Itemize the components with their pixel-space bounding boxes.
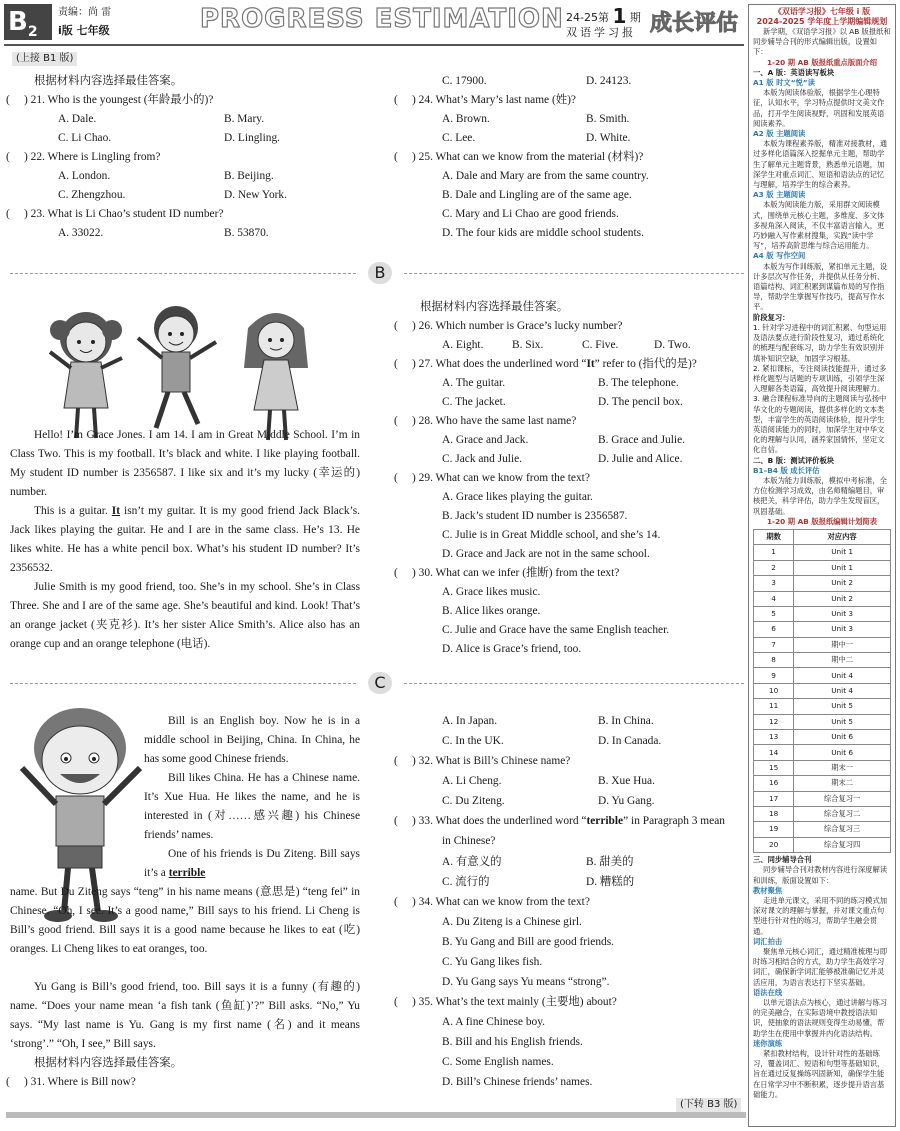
header-rule — [4, 44, 744, 46]
option: D. 糟糕的 — [586, 876, 635, 888]
question-35: ( ) 35. What’s the text mainly (主要地) about? — [394, 996, 617, 1008]
option: D. Lingling. — [224, 132, 281, 144]
issue-number-cell: 7 — [754, 637, 794, 652]
content-cell: Unit 3 — [794, 622, 891, 637]
option: B. Jack’s student ID number is 2356587. — [442, 510, 628, 522]
issue-number-cell: 16 — [754, 776, 794, 791]
issue-number-cell: 14 — [754, 745, 794, 760]
question-30: ( ) 30. What can we infer (推断) from the text? — [394, 567, 620, 579]
editor-credit: 责编：尚 雷 — [58, 7, 112, 18]
growth-title: 成长评估 — [650, 11, 739, 36]
option: B. Alice likes orange. — [442, 605, 541, 617]
option: A. A fine Chinese boy. — [442, 1016, 546, 1028]
issue-number-cell: 2 — [754, 560, 794, 575]
option: A. Li Cheng. — [442, 775, 502, 787]
table-row — [754, 668, 891, 683]
question-32: ( ) 32. What is Bill’s Chinese name? — [394, 755, 571, 767]
issue-number-cell: 15 — [754, 760, 794, 775]
issue-number-cell: 3 — [754, 576, 794, 591]
sidebar-subheading: B1–B4 版 成长评估 — [753, 465, 820, 475]
option: C. Du Ziteng. — [442, 795, 505, 807]
option: A. Dale. — [58, 113, 97, 125]
content-cell: Unit 4 — [794, 683, 891, 698]
content-cell: Unit 1 — [794, 545, 891, 560]
question-26: ( ) 26. Which number is Grace’s lucky number? — [394, 320, 623, 332]
sidebar-intro: 新学期，《双语学习报》以 AB 版报纸和同步辅导合刊的形式编辑出版，设置如下： — [753, 27, 891, 57]
table-row — [754, 791, 891, 806]
option: D. Two. — [654, 339, 691, 351]
table-header-row — [754, 529, 891, 544]
passage-c-para-1: Bill is an English boy. Now he is in a middle school in Beijing, China. In China, he has some good Chinese friends. — [144, 715, 360, 765]
question-23: ( ) 23. What is Li Chao’s student ID number? — [6, 208, 224, 220]
option: A. 有意义的 — [442, 856, 502, 868]
question-29: ( ) 29. What can we know from the text? — [394, 472, 590, 484]
content-cell: Unit 6 — [794, 730, 891, 745]
option: B. Dale and Lingling are of the same age. — [442, 189, 632, 201]
table-header-cell: 对应内容 — [794, 529, 891, 544]
sidebar-text: 2. 紧扣课标，专注阅读技能提升，通过多样化题型与话题的专项训练，引领学生深入理解各类语篇，高效提升阅读理解力。 — [753, 363, 887, 394]
section-divider — [10, 683, 356, 684]
option: A. The guitar. — [442, 377, 506, 389]
option: D. The pencil box. — [598, 396, 683, 408]
content-cell: Unit 6 — [794, 745, 891, 760]
option: B. Xue Hua. — [598, 775, 655, 787]
table-row — [754, 699, 891, 714]
question-27: ( ) 27. What does the underlined word “It” refer to (指代的是)? — [394, 358, 697, 370]
table-row — [754, 730, 891, 745]
question-24: ( ) 24. What’s Mary’s last name (姓)? — [394, 94, 576, 106]
issue-number: 24-25第 1 期 — [566, 4, 641, 28]
option: A. Brown. — [442, 113, 490, 125]
sidebar-subheading: 语法在线 — [753, 987, 783, 997]
sidebar-heading: 一、A 版：英语读写板块 — [753, 67, 835, 77]
option: D. Yu Gang says Yu means “strong”. — [442, 976, 610, 988]
table-row — [754, 576, 891, 591]
editorial-plan-sidebar — [748, 4, 896, 1127]
sidebar-text: 1. 针对学习进程中的词汇积累、句型运用及语法要点进行阶段性复习，通过系统化的梳理与配套练习，助力学生有效识别并填补知识空缺，加固学习根基。 — [753, 322, 887, 363]
issue-number-cell: 5 — [754, 606, 794, 621]
option: C. Julie is in Great Middle school, and she’s 14. — [442, 529, 661, 541]
table-row — [754, 560, 891, 575]
table-row — [754, 776, 891, 791]
option: B. The telephone. — [598, 377, 679, 389]
content-cell: Unit 4 — [794, 668, 891, 683]
sidebar-heading: 阶段复习： — [753, 312, 790, 322]
option: B. Bill and his English friends. — [442, 1036, 583, 1048]
section-c-label: C — [368, 672, 392, 694]
option: B. Yu Gang and Bill are good friends. — [442, 936, 614, 948]
option: B. Six. — [512, 339, 544, 351]
sidebar-text: 以单元语法点为核心，通过讲解与练习的完美融合，在实际语境中教授语法知识，使抽象的语法规则变得生动易懂，帮助学生在使用中掌握并内化语法结构。 — [753, 998, 888, 1038]
section-b-label: B — [368, 262, 392, 284]
option: A. In Japan. — [442, 715, 498, 727]
sidebar-subheading: A1 版 时文“悦”读 — [753, 78, 815, 88]
option: D. Alice is Grace’s friend, too. — [442, 643, 582, 655]
option: B. In China. — [598, 715, 654, 727]
issue-number-cell: 9 — [754, 668, 794, 683]
passage-c-para-4: Yu Gang is Bill’s good friend, too. Bill says it is a funny (有趣的) name. “Does your name mean ‘a fish tank (鱼缸)’?” Bill asks. “No,” Yu says. “My last name is Yu. Gang is my first name (名) and it means ‘strong’.” “Oh, I see,” Bill says. — [10, 981, 360, 1050]
table-row — [754, 606, 891, 621]
option: D. The four kids are middle school students. — [442, 227, 644, 239]
option: C. 流行的 — [442, 876, 490, 888]
content-cell: 期末二 — [794, 776, 891, 791]
instruction: 根据材料内容选择最佳答案。 — [34, 75, 183, 87]
sidebar-text: 本版为写作训练版，紧扣单元主题，设计多层次写作任务，并提供从任务分析、语篇结构、词汇积累到谋篇布局的写作指导，帮助学生掌握写作技巧，提高写作水平。 — [753, 261, 888, 312]
table-header-cell: 期数 — [754, 529, 794, 544]
table-row — [754, 822, 891, 837]
table-row — [754, 637, 891, 652]
content-cell: Unit 5 — [794, 699, 891, 714]
edition-label: i版 七年级 — [58, 24, 110, 37]
sidebar-text: 本版为阅读体验版，根据学生心理特征，认知水平，学习特点提供时文美文作品，打开学生阅读视野，巩固和发展英语阅读素养。 — [753, 88, 885, 128]
option: D. White. — [586, 132, 631, 144]
content-cell: 综合复习二 — [794, 806, 891, 821]
issue-number-cell: 4 — [754, 591, 794, 606]
table-row — [754, 683, 891, 698]
sidebar-subheading: A3 版 主题阅读 — [753, 190, 806, 200]
sidebar-subheading: 教材聚焦 — [753, 885, 783, 895]
table-row — [754, 837, 891, 852]
option: B. Mary. — [224, 113, 265, 125]
content-cell: Unit 2 — [794, 591, 891, 606]
table-row — [754, 622, 891, 637]
banner-title: PROGRESS ESTIMATION — [200, 4, 564, 34]
issue-number-cell: 19 — [754, 822, 794, 837]
underlined-word-it: It — [111, 505, 121, 517]
continued-to: (下转 B3 版) — [676, 1098, 741, 1112]
option: C. 17900. — [442, 75, 487, 87]
table-row — [754, 545, 891, 560]
option: C. Julie and Grace have the same English teacher. — [442, 624, 670, 636]
sidebar-text: 本版为阅读能力版，采用群文阅读模式，围绕单元核心主题，多维度、多文体多视角深入阅读，不仅丰富语言输入，更巧妙融入写作素材搜集，实践“读中学写”，培养高阶思维与综合运用能力。 — [753, 200, 885, 251]
sidebar-text: 聚焦单元核心词汇，通过精准梳理与即时练习相结合的方式，助力学生高效学习词汇，确保新学词汇能够被准确记忆并灵活应用，为语言表达打下坚实基础。 — [753, 946, 888, 987]
table-row — [754, 591, 891, 606]
sidebar-subheading: A4 版 写作空间 — [753, 251, 806, 261]
page-logo: $B_2$ — [4, 4, 52, 40]
issue-number-cell: 20 — [754, 837, 794, 852]
question-34: ( ) 34. What can we know from the text? — [394, 896, 590, 908]
sidebar-title: 《双语学习报》七年级 i 版 — [773, 7, 871, 16]
option: A. Grace likes music. — [442, 586, 541, 598]
content-cell: 综合复习四 — [794, 837, 891, 852]
option: A. Du Ziteng is a Chinese girl. — [442, 916, 582, 928]
option: C. Five. — [582, 339, 619, 351]
option: D. New York. — [224, 189, 287, 201]
sidebar-subtitle: 2024-2025 学年度上学期编辑规划 — [756, 17, 888, 26]
sidebar-text: 本版为能力训练版，模拟中考标准，全方位检测学习成效，由名师精编题目，审核把关，科学评估，助力学生发现盲区，巩固基础。 — [753, 475, 888, 516]
sidebar-subheading: A2 版 主题阅读 — [753, 129, 806, 139]
content-cell: 期中二 — [794, 653, 891, 668]
content-cell: Unit 2 — [794, 576, 891, 591]
issue-number-cell: 13 — [754, 730, 794, 745]
option: C. The jacket. — [442, 396, 506, 408]
sidebar-section-heading: 1-20 期 AB 版报纸编辑计划简表 — [766, 516, 878, 526]
option: D. 24123. — [586, 75, 632, 87]
sidebar-text: 3. 融合课程标准导向的主题阅读与弘扬中华文化的专题阅读，提供多样化的文本类型，丰富学生的英语阅读体验，提升学生英语阅读能力的同时，加深学生对中华文化的理解与认同，涵养家国情怀，坚定文化自信。 — [753, 394, 887, 455]
question-25: ( ) 25. What can we know from the material (材料)? — [394, 151, 644, 163]
table-row — [754, 806, 891, 821]
table-row — [754, 653, 891, 668]
option: C. Some English names. — [442, 1056, 554, 1068]
content-cell: 综合复习一 — [794, 791, 891, 806]
option: D. Yu Gang. — [598, 795, 655, 807]
section-divider — [10, 273, 356, 274]
question-31: ( ) 31. Where is Bill now? — [6, 1076, 136, 1088]
sidebar-heading: 二、B 版：测试评价板块 — [753, 455, 835, 465]
option: D. Julie and Alice. — [598, 453, 683, 465]
passage-c-para-2: Bill likes China. He has a Chinese name. It’s Xue Hua. He likes the name, and he is interested in (对……感兴趣) his Chinese friends’ names. — [144, 772, 360, 841]
question-22: ( ) 22. Where is Lingling from? — [6, 151, 161, 163]
question-33: ( ) 33. What does the underlined word “terrible” in Paragraph 3 mean — [394, 815, 725, 827]
passage-c-para-3: name. But Du Ziteng says “teng” in his name means (意思是) “teng fei” in Chinese. “Oh, I see. It’s a good name,” Bill says to his friend. Li Cheng is Bill’s good friend. Bill says it is a good name because he likes to eat (吃) oranges. Li Cheng likes to eat oranges, too. — [10, 886, 360, 955]
option: B. Grace and Julie. — [598, 434, 685, 446]
question-21: ( ) 21. Who is the youngest (年龄最小的)? — [6, 94, 214, 106]
issue-number-cell: 8 — [754, 653, 794, 668]
passage-b-para-3: Julie Smith is my good friend, too. She’s in my school. She’s in Class Three. She and I are of the same age. She’s beautiful and kind. Look! That’s an orange jacket (夹克衫). It’s her sister Alice Smith’s. Alice also has an orange cup and an orange telephone (电话). — [10, 581, 360, 650]
option: A. London. — [58, 170, 111, 182]
option: A. Eight. — [442, 339, 484, 351]
option: C. Lee. — [442, 132, 476, 144]
option: D. Grace and Jack are not in the same school. — [442, 548, 650, 560]
option: A. 33022. — [58, 227, 104, 239]
option: B. 甜美的 — [586, 856, 634, 868]
passage-b-para-2: This is a guitar. It isn’t my guitar. It is my good friend Jack Black’s. Jack likes playing the guitar. He and I are in the same class. He’s 13. He likes white. He has a white pencil box. What’s his student ID number? It’s 2356532. — [10, 505, 360, 574]
sidebar-subheading: 词汇拍击 — [753, 936, 783, 946]
sidebar-text: 本版为课程素养版，精准对接教材，通过多样化语篇深入挖掘单元主题，帮助学生了解单元主题背景，熟悉单元语题，加深学生对重点词汇、短语和语法点的记忆与理解，培养学生的综合素养。 — [753, 139, 888, 190]
option: C. Li Chao. — [58, 132, 112, 144]
sidebar-heading: 三、同步辅导合刊 — [753, 855, 812, 865]
paper-name: 双语学习报 — [566, 26, 636, 39]
issue-number-cell: 11 — [754, 699, 794, 714]
option: C. Jack and Julie. — [442, 453, 523, 465]
sidebar-subheading: 迷你演练 — [753, 1038, 783, 1048]
instruction: 根据材料内容选择最佳答案。 — [34, 1057, 183, 1069]
content-cell: 期中一 — [794, 637, 891, 652]
issue-number-cell: 12 — [754, 714, 794, 729]
sidebar-text: 走进单元课文，采用不同的练习模式加深对课文的理解与掌握，并对课文重点句型进行针对性的练习，帮助学生融会贯通。 — [753, 895, 888, 936]
table-row — [754, 760, 891, 775]
instruction: 根据材料内容选择最佳答案。 — [420, 301, 569, 313]
question-33-cont: in Chinese? — [442, 835, 496, 847]
table-row — [754, 714, 891, 729]
content-cell: 期末一 — [794, 760, 891, 775]
option: D. In Canada. — [598, 735, 662, 747]
footer-rule — [6, 1112, 746, 1118]
content-cell: Unit 3 — [794, 606, 891, 621]
option: C. Yu Gang likes fish. — [442, 956, 543, 968]
option: A. Grace likes playing the guitar. — [442, 491, 593, 503]
option: B. Beijing. — [224, 170, 274, 182]
option: C. Mary and Li Chao are good friends. — [442, 208, 619, 220]
option: C. Zhengzhou. — [58, 189, 126, 201]
option: A. Grace and Jack. — [442, 434, 529, 446]
passage-c-para-3-start: One of his friends is Du Ziteng. Bill says it’s a terrible — [144, 848, 360, 879]
issue-number-cell: 1 — [754, 545, 794, 560]
content-cell: 综合复习三 — [794, 822, 891, 837]
option: C. In the UK. — [442, 735, 504, 747]
option: D. Bill’s Chinese friends’ names. — [442, 1076, 593, 1088]
issue-number-cell: 17 — [754, 791, 794, 806]
main-content — [6, 48, 746, 1118]
content-cell: Unit 5 — [794, 714, 891, 729]
underlined-word-terrible: terrible — [168, 866, 206, 879]
passage-b-para-1: Hello! I’m Grace Jones. I am 14. I am in Great Middle School. I’m in Class Two. This is my football. It’s black and white. I like playing football. My student ID number is 2356587. I like six and it’s my lucky (幸运的) number. — [10, 429, 360, 498]
issue-number-cell: 10 — [754, 683, 794, 698]
continued-from: (上接 B1 版) — [12, 52, 77, 66]
table-row — [754, 745, 891, 760]
section-divider — [404, 683, 744, 684]
section-divider — [404, 273, 744, 274]
sidebar-text: 紧扣教材结构，设计针对性的基础练习，覆盖词汇、短语和句型等基础知识，旨在通过反复操练巩固新知，确保学生能在日常学习中不断积累，逐步提升语言基础能力。 — [753, 1049, 885, 1099]
issue-number-cell: 6 — [754, 622, 794, 637]
sidebar-section-heading: 1-20 期 AB 版报纸重点版面介绍 — [766, 57, 878, 67]
option: A. Dale and Mary are from the same country. — [442, 170, 649, 182]
issue-number-cell: 18 — [754, 806, 794, 821]
sidebar-text: 同步辅导合刊对教材内容进行深度解读和训练，版面设置如下： — [753, 865, 888, 885]
schedule-table — [753, 529, 891, 853]
question-28: ( ) 28. Who have the same last name? — [394, 415, 577, 427]
option: B. 53870. — [224, 227, 269, 239]
content-cell: Unit 1 — [794, 560, 891, 575]
option: B. Smith. — [586, 113, 630, 125]
